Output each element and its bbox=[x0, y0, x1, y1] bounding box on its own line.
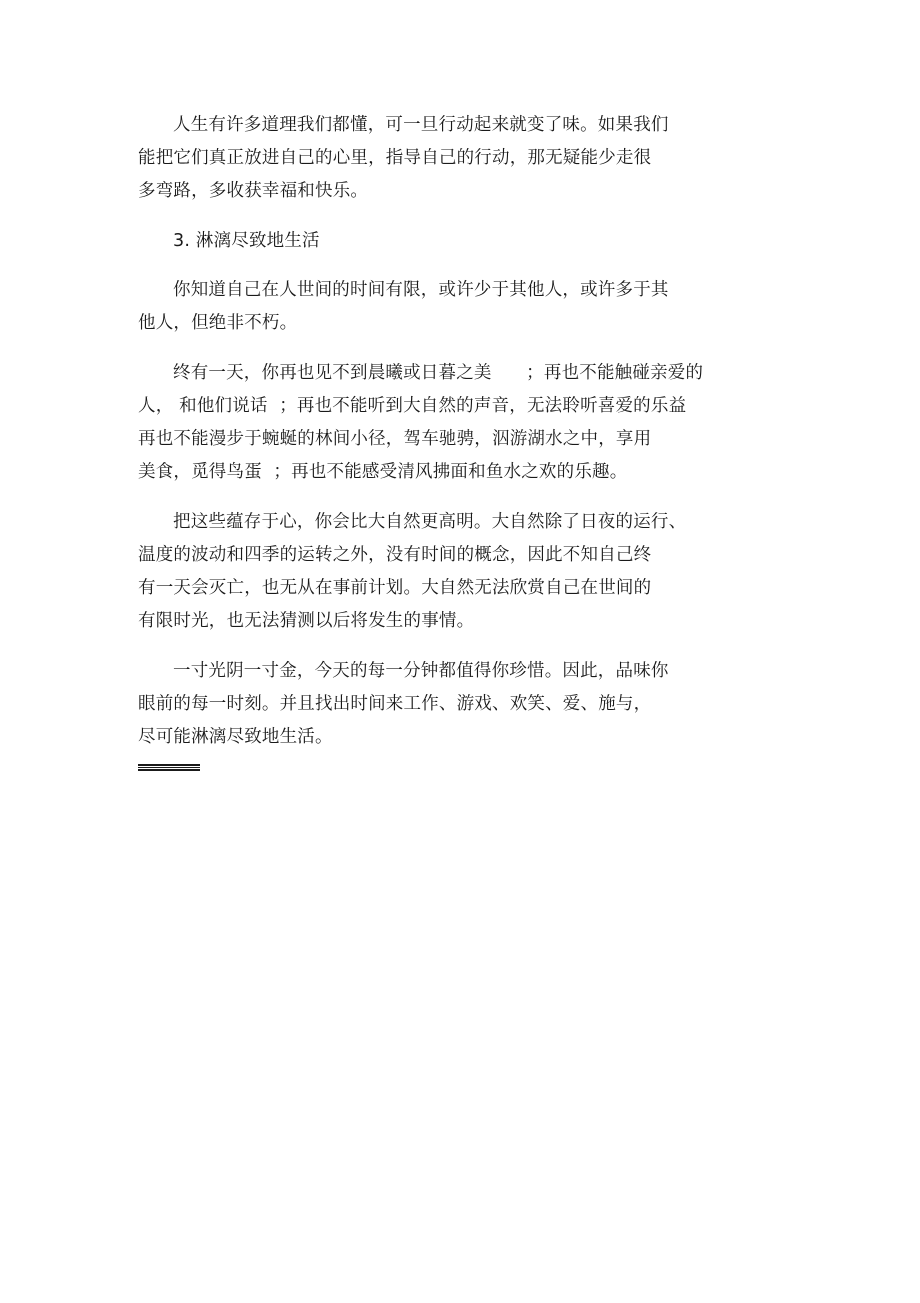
paragraph-4-line-3: 有一天会灭亡，也无从在事前计划。大自然无法欣赏自己在世间的 bbox=[138, 578, 652, 598]
paragraph-3-line-1: 终有一天，你再也见不到晨曦或日暮之美 ；再也不能触碰亲爱的 bbox=[173, 363, 704, 383]
paragraph-2-line-2: 他人，但绝非不朽。 bbox=[138, 313, 298, 333]
paragraph-4-line-4: 有限时光，也无法猜测以后将发生的事情。 bbox=[138, 611, 475, 631]
paragraph-2-line-1: 你知道自己在人世间的时间有限，或许少于其他人，或许多于其 bbox=[173, 280, 669, 300]
paragraph-5-line-2: 眼前的每一时刻。并且找出时间来工作、游戏、欢笑、爱、施与， bbox=[138, 694, 652, 714]
paragraph-5-line-3: 尽可能淋漓尽致地生活。 bbox=[138, 727, 333, 747]
paragraph-5-line-1: 一寸光阴一寸金，今天的每一分钟都值得你珍惜。因此，品味你 bbox=[173, 661, 669, 681]
paragraph-3-line-3: 再也不能漫步于蜿蜒的林间小径，驾车驰骋，泅游湖水之中，享用 bbox=[138, 429, 652, 449]
end-divider bbox=[138, 764, 200, 771]
paragraph-3-line-4: 美食，觅得鸟蛋 ；再也不能感受清风拂面和鱼水之欢的乐趣。 bbox=[138, 462, 628, 482]
paragraph-4-line-2: 温度的波动和四季的运转之外，没有时间的概念，因此不知自己终 bbox=[138, 545, 652, 565]
paragraph-3-line-2: 人， 和他们说话 ；再也不能听到大自然的声音，无法聆听喜爱的乐益 bbox=[138, 396, 687, 416]
paragraph-1-line-1: 人生有许多道理我们都懂，可一旦行动起来就变了味。如果我们 bbox=[173, 115, 669, 135]
paragraph-1-line-3: 多弯路，多收获幸福和快乐。 bbox=[138, 181, 369, 201]
paragraph-1-line-2: 能把它们真正放进自己的心里，指导自己的行动，那无疑能少走很 bbox=[138, 148, 652, 168]
paragraph-4-line-1: 把这些蕴存于心，你会比大自然更高明。大自然除了日夜的运行、 bbox=[173, 512, 687, 532]
section-heading: 3. 淋漓尽致地生活 bbox=[173, 231, 320, 251]
